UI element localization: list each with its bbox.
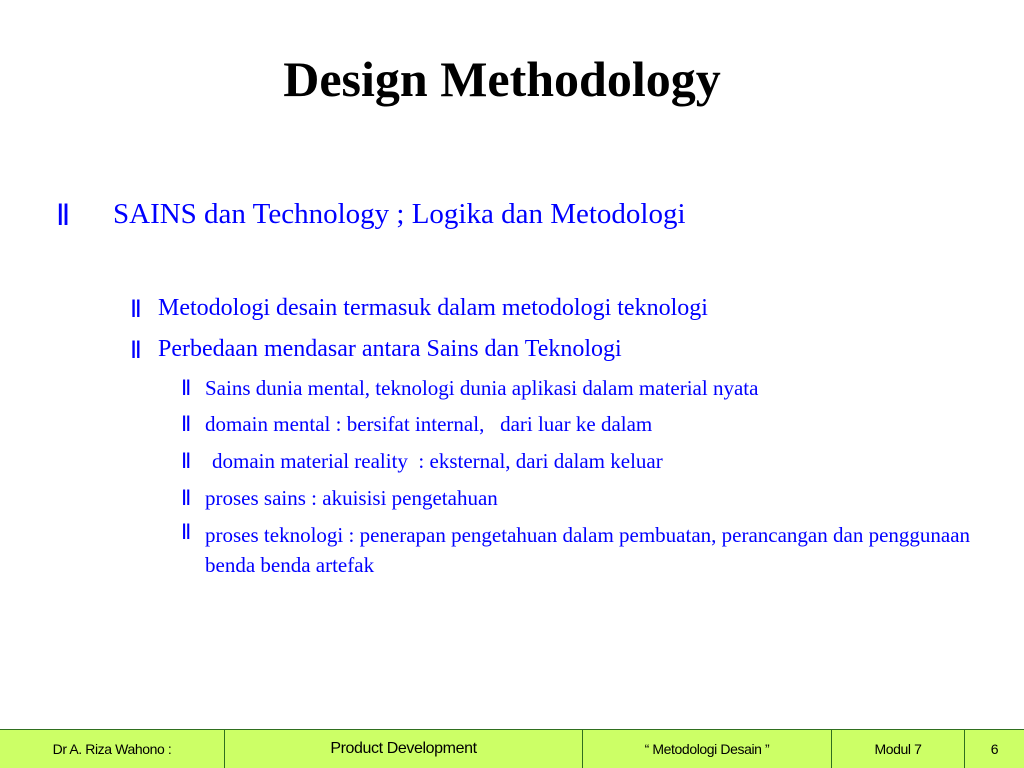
bullet-text: SAINS dan Technology ; Logika dan Metodologi — [113, 198, 686, 230]
bullet-text: Metodologi desain termasuk dalam metodologi teknologi — [158, 295, 708, 321]
bullet-marker-icon: Ⅱ — [181, 412, 192, 436]
slide-title: Design Methodology — [283, 51, 721, 107]
footer-module: Modul 7 — [832, 730, 965, 768]
footer-course: Product Development — [225, 730, 583, 768]
footer-bar — [0, 729, 1024, 768]
bullet-text: domain mental : bersifat internal, dari luar ke dalam — [205, 412, 653, 436]
footer-topic: “ Metodologi Desain ” — [583, 730, 832, 768]
bullet-marker-icon: Ⅱ — [130, 336, 142, 364]
bullet-marker-icon: Ⅱ — [56, 198, 71, 232]
bullet-marker-icon: Ⅱ — [181, 486, 192, 510]
bullet-text: Perbedaan mendasar antara Sains dan Teknologi — [158, 336, 622, 362]
footer-page-number: 6 — [990, 741, 999, 757]
bullet-marker-icon: Ⅱ — [130, 295, 142, 323]
bullet-marker-icon: Ⅱ — [181, 376, 192, 400]
bullet-marker-icon: Ⅱ — [181, 449, 192, 473]
bullet-text: domain material reality : eksternal, dari dalam keluar — [212, 449, 663, 473]
footer-author: Dr A. Riza Wahono : — [0, 730, 225, 768]
bullet-text: proses sains : akuisisi pengetahuan — [205, 486, 498, 510]
bullet-text: proses teknologi : penerapan pengetahuan dalam pembuatan, perancangan dan penggunaan benda benda artefak — [205, 523, 971, 577]
bullet-text: Sains dunia mental, teknologi dunia aplikasi dalam material nyata — [205, 376, 759, 400]
bullet-marker-icon: Ⅱ — [181, 520, 192, 544]
